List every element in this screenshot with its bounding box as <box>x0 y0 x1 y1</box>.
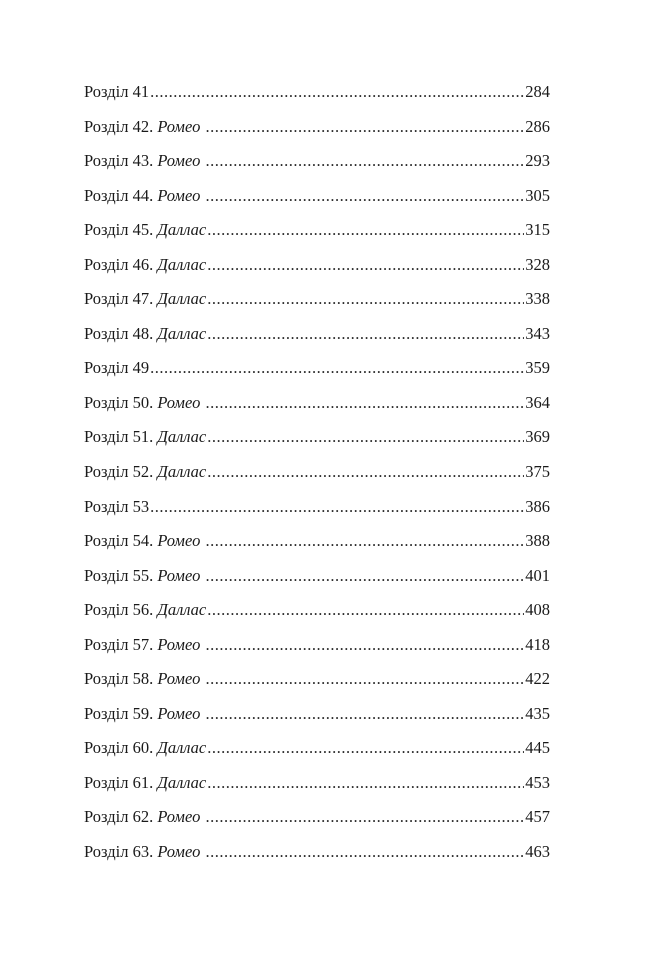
dot-leader <box>207 773 524 793</box>
chapter-label: Розділ 60. <box>84 738 154 758</box>
narrator-name: Ромео <box>157 565 201 585</box>
page-number: 435 <box>525 703 550 723</box>
toc-entry <box>84 497 550 532</box>
dot-leader <box>150 358 524 378</box>
page-number: 375 <box>525 462 550 482</box>
dot-leader <box>205 842 524 862</box>
page-number: 286 <box>525 116 550 136</box>
toc-entry <box>84 289 550 324</box>
dot-leader <box>205 704 524 724</box>
page-number: 457 <box>525 807 550 827</box>
narrator-name: Даллас <box>157 738 207 758</box>
toc-entry <box>84 738 550 773</box>
dot-leader <box>205 151 524 171</box>
chapter-label: Розділ 48. <box>84 323 154 343</box>
chapter-label: Розділ 46. <box>84 254 154 274</box>
narrator-name: Даллас <box>157 254 207 274</box>
dot-leader <box>207 289 524 309</box>
toc-entry <box>84 186 550 221</box>
dot-leader <box>207 220 524 240</box>
page-number: 422 <box>525 669 550 689</box>
page-number: 343 <box>525 323 550 343</box>
toc-entry <box>84 358 550 393</box>
toc-entry <box>84 324 550 359</box>
page-number: 284 <box>525 82 550 101</box>
chapter-label: Розділ 54. <box>84 531 154 551</box>
toc-entry <box>84 255 550 290</box>
toc-entry <box>84 427 550 462</box>
chapter-label: Розділ 63. <box>84 842 154 862</box>
chapter-label: Розділ 53 <box>84 496 150 516</box>
chapter-label: Розділ 52. <box>84 462 154 482</box>
toc-entry <box>84 393 550 428</box>
page-number: 359 <box>525 358 550 378</box>
dot-leader <box>207 462 524 482</box>
narrator-name: Ромео <box>157 185 201 205</box>
dot-leader <box>205 531 524 551</box>
chapter-label: Розділ 55. <box>84 565 154 585</box>
page-number: 364 <box>525 392 550 412</box>
page-number: 369 <box>525 427 550 447</box>
page-number: 386 <box>525 496 550 516</box>
page-number: 328 <box>525 254 550 274</box>
chapter-label: Розділ 41 <box>84 82 150 101</box>
dot-leader <box>207 600 524 620</box>
narrator-name: Ромео <box>157 151 201 171</box>
toc-entry <box>84 669 550 704</box>
toc-entry <box>84 151 550 186</box>
chapter-label: Розділ 50. <box>84 392 154 412</box>
narrator-name: Даллас <box>157 772 207 792</box>
chapter-label: Розділ 45. <box>84 220 154 240</box>
dot-leader <box>205 669 524 689</box>
toc-entry <box>84 842 550 877</box>
narrator-name: Ромео <box>157 807 201 827</box>
narrator-name: Даллас <box>157 462 207 482</box>
chapter-label: Розділ 44. <box>84 185 154 205</box>
chapter-label: Розділ 61. <box>84 772 154 792</box>
narrator-name: Ромео <box>157 703 201 723</box>
page-number: 305 <box>525 185 550 205</box>
narrator-name: Ромео <box>157 116 201 136</box>
chapter-label: Розділ 49 <box>84 358 150 378</box>
chapter-label: Розділ 42. <box>84 116 154 136</box>
toc-entry <box>84 531 550 566</box>
toc-entry <box>84 635 550 670</box>
chapter-label: Розділ 47. <box>84 289 154 309</box>
chapter-label: Розділ 56. <box>84 600 154 620</box>
page-number: 293 <box>525 151 550 171</box>
page-number: 408 <box>525 600 550 620</box>
page-number: 453 <box>525 772 550 792</box>
narrator-name: Даллас <box>157 323 207 343</box>
dot-leader <box>207 427 524 447</box>
chapter-label: Розділ 58. <box>84 669 154 689</box>
dot-leader <box>150 497 524 517</box>
page-number: 445 <box>525 738 550 758</box>
dot-leader <box>205 635 524 655</box>
toc-entry <box>84 807 550 842</box>
dot-leader <box>207 324 524 344</box>
narrator-name: Даллас <box>157 427 207 447</box>
toc-entry <box>84 600 550 635</box>
narrator-name: Ромео <box>157 669 201 689</box>
narrator-name: Даллас <box>157 220 207 240</box>
chapter-label: Розділ 57. <box>84 634 154 654</box>
page-number: 388 <box>525 531 550 551</box>
chapter-label: Розділ 51. <box>84 427 154 447</box>
toc-entry <box>84 117 550 152</box>
toc-entry <box>84 704 550 739</box>
table-of-contents <box>84 82 550 877</box>
toc-entry <box>84 566 550 601</box>
dot-leader <box>207 738 524 758</box>
toc-entry <box>84 220 550 255</box>
dot-leader <box>207 255 524 275</box>
page-number: 401 <box>525 565 550 585</box>
dot-leader <box>205 807 524 827</box>
toc-entry <box>84 82 550 117</box>
dot-leader <box>205 566 524 586</box>
toc-entry <box>84 773 550 808</box>
page-number: 338 <box>525 289 550 309</box>
chapter-label: Розділ 43. <box>84 151 154 171</box>
chapter-label: Розділ 59. <box>84 703 154 723</box>
chapter-label: Розділ 62. <box>84 807 154 827</box>
narrator-name: Ромео <box>157 392 201 412</box>
narrator-name: Ромео <box>157 634 201 654</box>
dot-leader <box>205 186 524 206</box>
narrator-name: Даллас <box>157 289 207 309</box>
dot-leader <box>205 117 524 137</box>
narrator-name: Ромео <box>157 531 201 551</box>
narrator-name: Даллас <box>157 600 207 620</box>
page-number: 315 <box>525 220 550 240</box>
dot-leader <box>205 393 524 413</box>
narrator-name: Ромео <box>157 842 201 862</box>
page-number: 418 <box>525 634 550 654</box>
page-number: 463 <box>525 842 550 862</box>
dot-leader <box>150 82 524 102</box>
toc-entry <box>84 462 550 497</box>
